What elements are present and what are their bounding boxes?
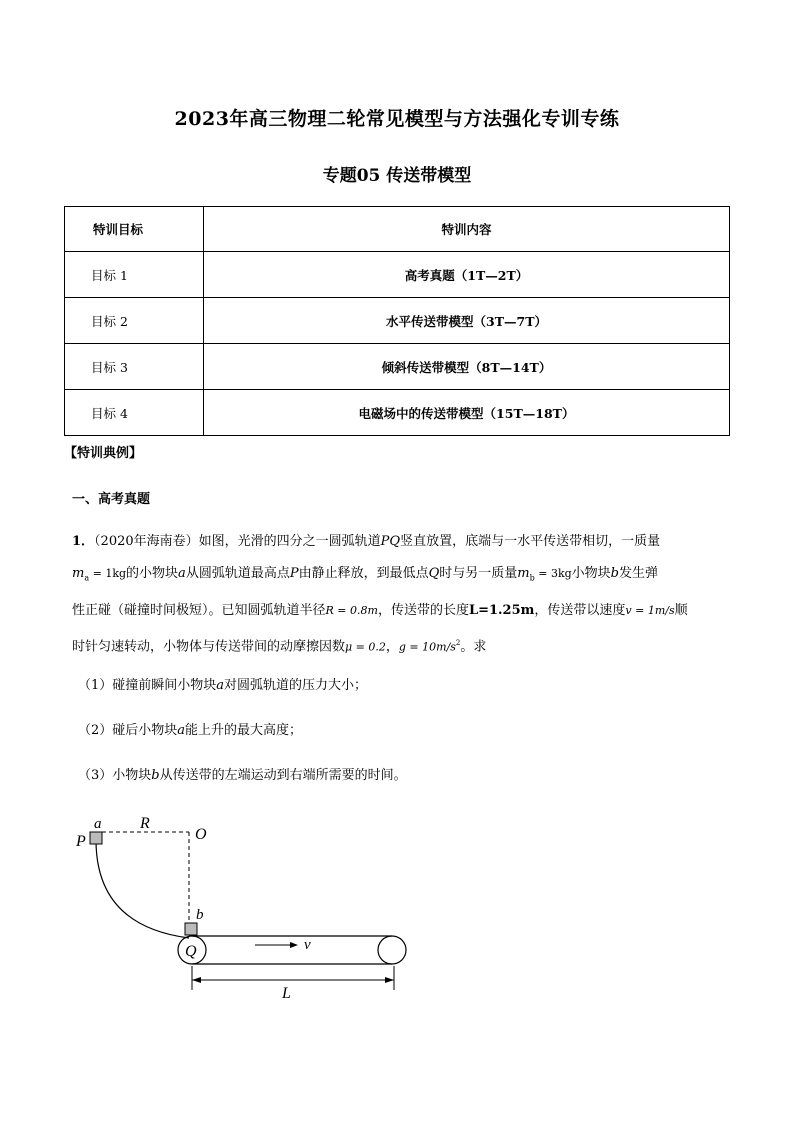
velocity-arrow-head [290,942,298,948]
symbol-PQ: PQ [380,534,401,549]
section-heading-examples: 【特训典例】 [64,446,143,461]
belt-right-roller [378,936,406,964]
label-b: b [196,907,204,923]
problem-text-span: 竖直放置，底端与一水平传送带相切，一质量 [400,534,661,549]
problem-text-span: 时与另一质量 [439,566,518,581]
problem-line-2 [72,558,732,595]
table-cell-target: 目标 4 [65,390,204,436]
table-header-target: 特训目标 [65,207,204,252]
dimension-arrow-left [192,977,201,983]
problem-text-span: 发生弹 [619,566,659,581]
table-header-content: 特训内容 [204,207,730,252]
table-cell-target: 目标 1 [65,252,204,298]
value-mu: μ = 0.2 [345,639,386,653]
value-R: R = 0.8m [325,603,378,617]
problem-text-span: 性正碰（碰撞时间极短）。已知圆弧轨道半径 [72,602,326,618]
symbol-a: a [177,723,186,738]
document-title: 2023年高三物理二轮常见模型与方法强化专训专练 [174,108,620,130]
table-cell-content: 水平传送带模型（3T—7T） [204,298,730,344]
value-ma: = 1kg [89,567,127,580]
problem-number: 1． [72,534,95,549]
value-v: v = 1m/s [625,603,675,617]
section-heading-gaokao: 一、高考真题 [72,492,151,507]
value-L: L=1.25m [468,602,535,618]
table-header-row [65,207,730,252]
problem-text-span: 时针匀速转动，小物体与传送带间的动摩擦因数 [72,638,346,654]
problem-text-span: 的小物块 [126,566,179,581]
label-O: O [195,826,207,843]
table-cell-content: 高考真题（1T—2T） [204,252,730,298]
table-cell-content: 倾斜传送带模型（8T—14T） [204,344,730,390]
problem-text-span: 小物块 [571,566,611,581]
symbol-a: a [216,678,225,693]
dimension-arrow-right [385,977,394,983]
table-cell-target: 目标 2 [65,298,204,344]
label-Q: Q [185,943,197,960]
problem-text-span: ， [385,638,399,654]
problem-text-span: 顺 [674,602,688,618]
quarter-arc-track [96,840,189,938]
table-row [65,298,730,344]
problem-text-span: 。求 [460,638,487,654]
question-3 [78,764,407,783]
symbol-mb-sub: b [529,573,535,583]
problem-source: （2020年海南卷） [94,534,199,549]
problem-text-span: ，传送带的长度 [377,602,469,618]
question-1 [78,674,367,693]
label-R: R [140,815,150,832]
value-g: g = 10m/s [398,639,456,653]
value-g-sup: 2 [455,638,461,647]
question-text: （3）小物块 [78,768,152,783]
conveyor-belt-diagram [72,808,432,1008]
question-text: （1）碰撞前瞬间小物块 [78,678,217,693]
question-text: 从传送带的左端运动到右端所需要的时间。 [159,768,407,783]
problem-text-span: 从圆弧轨道最高点 [185,566,290,581]
table-row [65,390,730,436]
table-cell-target: 目标 3 [65,344,204,390]
problem-line-1 [72,526,732,558]
document-subtitle: 专题05 传送带模型 [322,166,472,186]
training-target-table [64,206,730,436]
block-a [90,832,102,844]
symbol-b: b [610,566,619,581]
table-cell-content: 电磁场中的传送带模型（15T—18T） [204,390,730,436]
label-a: a [94,816,102,832]
label-v: v [304,937,311,953]
label-L: L [282,985,291,1002]
symbol-mb: m [517,566,530,581]
symbol-Q: Q [428,566,440,581]
symbol-b: b [151,768,160,783]
symbol-ma: m [72,566,85,581]
question-text: 对圆弧轨道的压力大小； [224,678,368,693]
value-mb: = 3kg [534,567,572,580]
label-P: P [76,833,86,850]
table-row [65,252,730,298]
symbol-ma-sub: a [84,573,90,583]
question-text: （2）碰后小物块 [78,723,178,738]
question-2 [78,719,302,738]
problem-text-span: 如图，光滑的四分之一圆弧轨道 [198,534,381,549]
problem-text-span: ，传送带以速度 [534,602,626,618]
symbol-a: a [178,566,186,581]
symbol-P: P [289,566,299,581]
problem-text [72,526,732,663]
problem-text-span: 由静止释放，到最低点 [298,566,429,581]
problem-line-3 [72,595,732,627]
problem-line-4 [72,627,732,663]
question-text: 能上升的最大高度； [185,723,303,738]
block-b [185,923,197,935]
table-row [65,344,730,390]
